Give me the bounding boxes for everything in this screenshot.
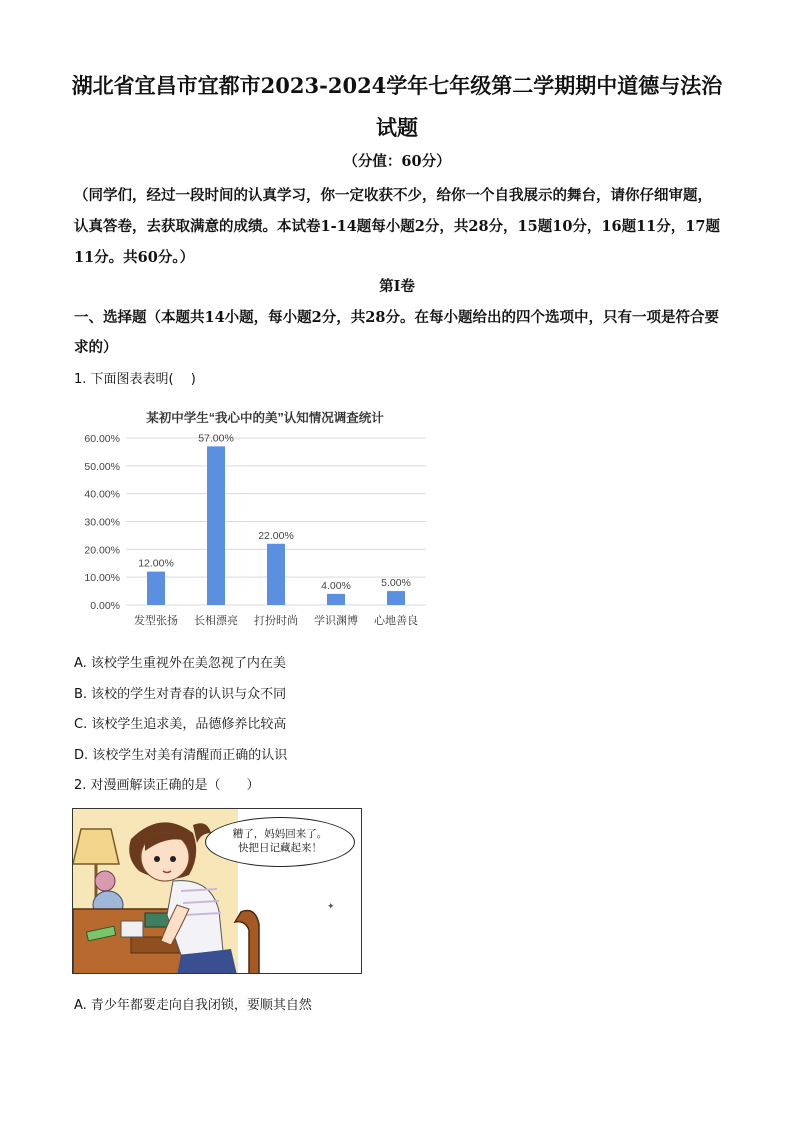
intro-paragraph: （同学们，经过一段时间的认真学习，你一定收获不少，给你一个自我展示的舞台，请你仔细审题，认真答卷，去获取满意的成绩。本试卷1-14题每小题2分，共28分，15题10分，16题11分，17题11分。共60分。）	[74, 187, 720, 266]
question-2-stem: 2. 对漫画解读正确的是（ ）	[74, 778, 260, 793]
y-tick-label: 40.00%	[84, 488, 120, 501]
q1-option-c: C. 该校学生追求美，品德修养比较高	[74, 717, 287, 732]
q1-option-b: B. 该校的学生对青春的认识与众不同	[74, 687, 287, 702]
bar-value-label: 4.00%	[321, 579, 351, 592]
exam-title: 湖北省宜昌市宜都市2023-2024学年七年级第二学期期中道德与法治	[71, 73, 723, 98]
x-tick-label: 发型张扬	[134, 615, 178, 627]
bar-value-label: 12.00%	[138, 557, 174, 570]
bar-chart	[70, 402, 430, 632]
y-tick-label: 30.00%	[84, 516, 120, 529]
x-tick-label: 心地善良	[374, 615, 418, 627]
speech-line-1: 糟了，妈妈回来了。	[232, 829, 328, 840]
comic-illustration	[72, 808, 362, 974]
section-heading: 一、选择题（本题共14小题，每小题2分，共28分。在每小题给出的四个选项中，只有一项是符合要求的）	[74, 309, 719, 356]
bar-value-label: 57.00%	[198, 432, 234, 445]
speech-bubble	[205, 817, 355, 867]
y-tick-label: 20.00%	[84, 544, 120, 557]
exam-title-cont: 试题	[376, 115, 418, 140]
bar-5	[387, 591, 405, 605]
y-tick-label: 50.00%	[84, 460, 120, 473]
y-tick-label: 0.00%	[90, 600, 120, 612]
x-tick-label: 长相漂亮	[194, 615, 238, 627]
q1-option-a: A. 该校学生重视外在美忽视了内在美	[74, 656, 286, 671]
chart-title: 某初中学生“我心中的美”认知情况调查统计	[146, 411, 384, 425]
question-1-stem: 1. 下面图表表明( )	[74, 372, 196, 387]
score-note: （分值：60分）	[343, 153, 451, 170]
bar-3	[267, 544, 285, 605]
x-tick-label: 学识渊博	[314, 615, 358, 627]
q2-option-a: A. 青少年都要走向自我闭锁，要顺其自然	[74, 998, 312, 1013]
x-tick-label: 打扮时尚	[254, 615, 298, 627]
bar-2	[207, 446, 225, 605]
bar-value-label: 5.00%	[381, 577, 411, 590]
bar-4	[327, 594, 345, 605]
y-tick-label: 60.00%	[84, 433, 120, 445]
speech-line-2: 快把日记藏起来！	[238, 843, 322, 854]
q1-option-d: D. 该校学生对美有清醒而正确的认识	[74, 748, 288, 763]
svg-text:✦: ✦	[327, 902, 335, 912]
bar-value-label: 22.00%	[258, 529, 294, 542]
y-tick-label: 10.00%	[84, 572, 120, 585]
bar-1	[147, 572, 165, 605]
volume-heading: 第Ⅰ卷	[379, 278, 415, 295]
